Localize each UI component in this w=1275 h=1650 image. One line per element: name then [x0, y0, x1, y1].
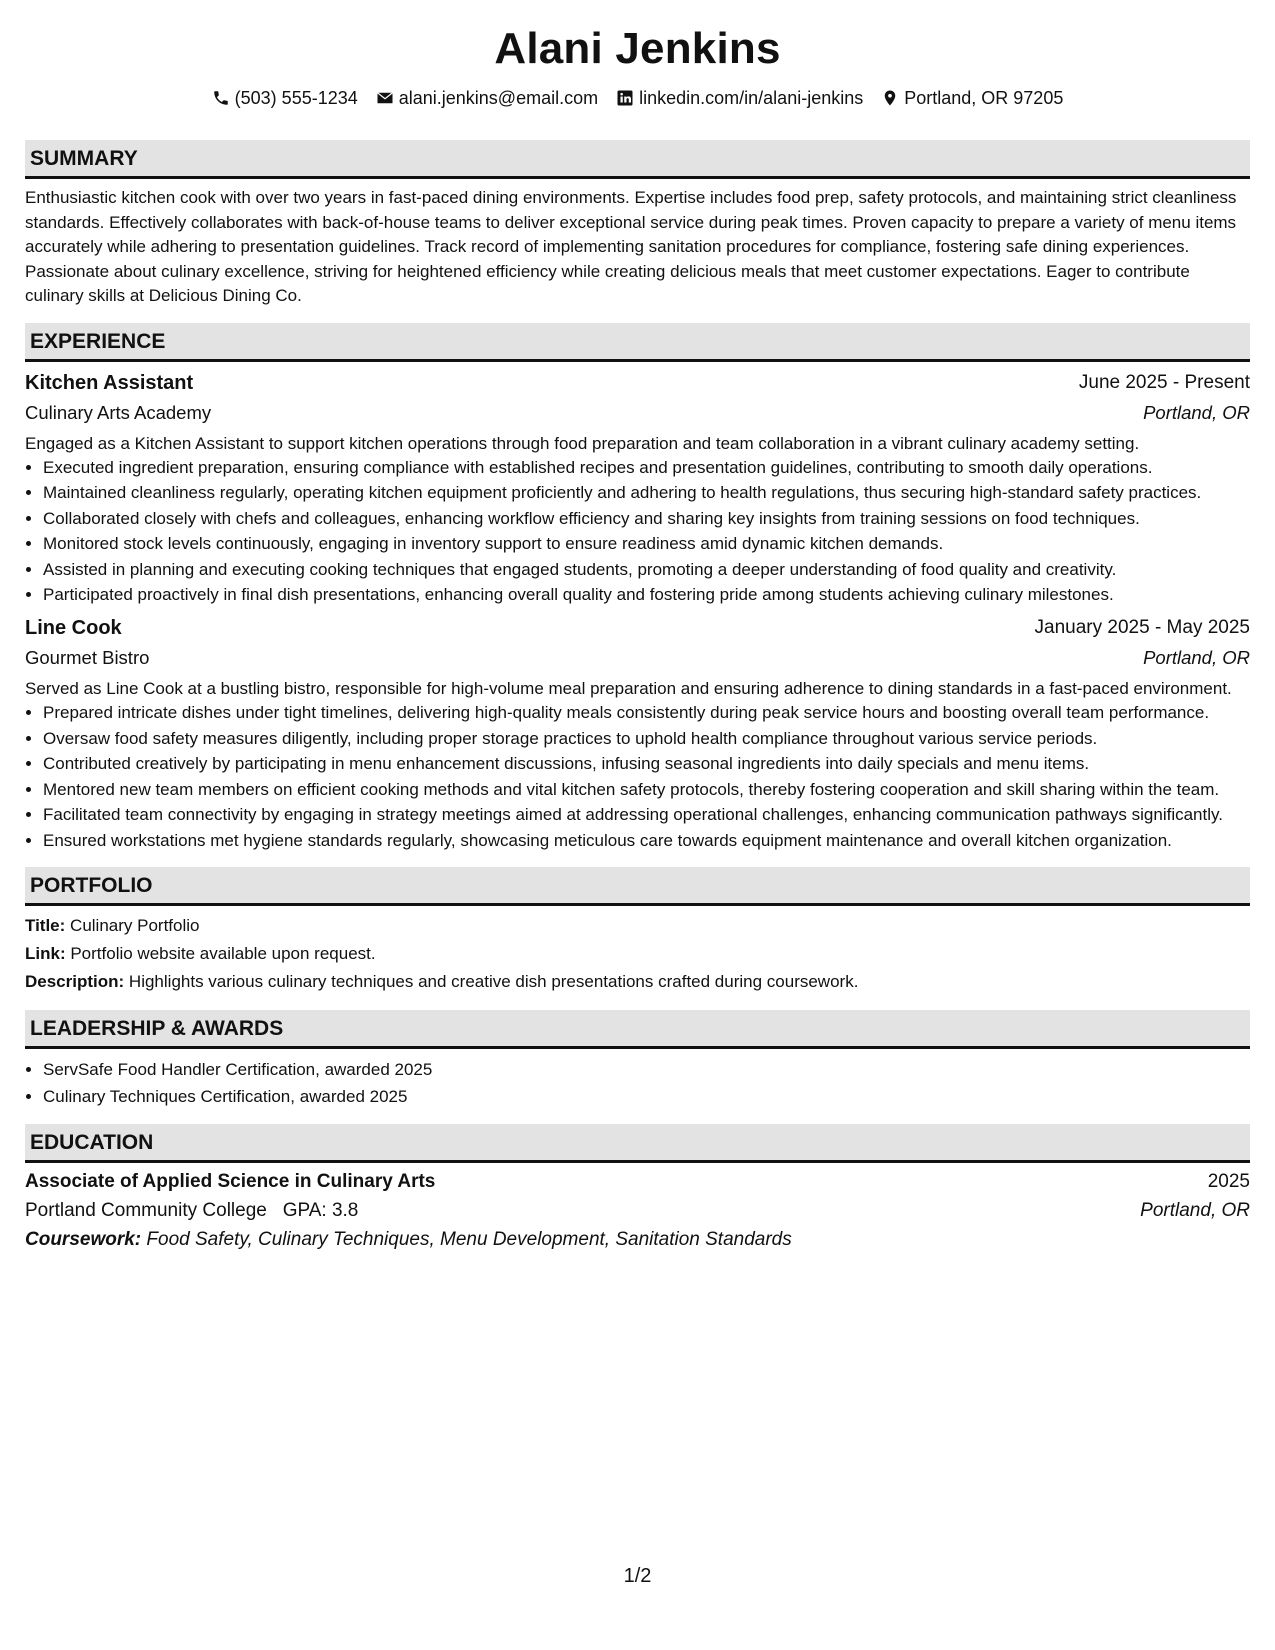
- job-description: Served as Line Cook at a bustling bistro, responsible for high-volume meal preparation and ensuring adherence to dining standards in a fast-paced environment.: [25, 679, 1232, 698]
- education-year: 2025: [1207, 1171, 1250, 1192]
- email-link[interactable]: alani.jenkins@email.com: [398, 87, 599, 108]
- list-item: • Facilitated team connectivity by engaging in strategy meetings aimed at addressing operational challenges, enhancing communication pathways significantly.: [43, 803, 1250, 827]
- education-school-line: [25, 1196, 358, 1225]
- job-location: Portland, OR: [1143, 401, 1250, 423]
- job-company: Culinary Arts Academy: [25, 401, 212, 423]
- linkedin-link[interactable]: linkedin.com/in/alani-jenkins: [639, 87, 864, 108]
- job-subheader: [25, 643, 1250, 673]
- education-school: Portland Community College: [25, 1200, 267, 1221]
- education-subheader: [25, 1196, 1250, 1225]
- job-entry: [25, 613, 1250, 853]
- education-location: Portland, OR: [1140, 1200, 1250, 1221]
- list-item: • Executed ingredient preparation, ensuring compliance with established recipes and presentation guidelines, contributing to smooth daily operations.: [43, 456, 1250, 480]
- section-heading-portfolio: PORTFOLIO: [25, 867, 1250, 906]
- contact-linkedin[interactable]: [616, 88, 863, 109]
- map-pin-icon: [881, 89, 899, 107]
- job-title: Kitchen Assistant: [25, 371, 194, 394]
- list-item: • Prepared intricate dishes under tight timelines, delivering high-quality meals consistently during peak service hours and boosting overall team performance.: [43, 701, 1250, 725]
- candidate-name: Alani Jenkins: [494, 24, 781, 73]
- resume-page: [25, 0, 1250, 1255]
- job-dates: June 2025 - Present: [1078, 371, 1250, 393]
- portfolio-title-row: [25, 912, 1250, 940]
- job-dates: January 2025 - May 2025: [1034, 617, 1250, 638]
- section-heading-summary: SUMMARY: [25, 140, 1250, 179]
- job-company: Gourmet Bistro: [25, 647, 150, 668]
- portfolio-title-value: Culinary Portfolio: [70, 915, 200, 935]
- education-header: [25, 1167, 1250, 1196]
- phone-text: (503) 555-1234: [234, 87, 358, 108]
- portfolio-description-row: [25, 968, 1250, 996]
- education-entry: [25, 1167, 1250, 1255]
- contact-email[interactable]: [376, 88, 598, 109]
- list-item: • Maintained cleanliness regularly, operating kitchen equipment proficiently and adhering to health regulations, thus securing high-standard safety practices.: [43, 481, 1250, 505]
- portfolio-description-label: Description:: [25, 971, 125, 991]
- list-item: • Ensured workstations met hygiene standards regularly, showcasing meticulous care towards equipment maintenance and overall kitchen organization.: [43, 829, 1250, 853]
- list-item: • Culinary Techniques Certification, awarded 2025: [43, 1084, 1250, 1110]
- list-item: • Participated proactively in final dish presentations, enhancing overall quality and fostering pride among students achieving culinary milestones.: [43, 583, 1250, 607]
- location-text: Portland, OR 97205: [904, 87, 1064, 108]
- list-item: • Assisted in planning and executing cooking techniques that engaged students, promoting a deeper understanding of food quality and creativity.: [43, 558, 1250, 582]
- coursework-list: Food Safety, Culinary Techniques, Menu Development, Sanitation Standards: [146, 1229, 792, 1250]
- list-item: • Collaborated closely with chefs and colleagues, enhancing workflow efficiency and sharing key insights from training sessions on food techniques.: [43, 507, 1250, 531]
- job-header: [25, 368, 1250, 398]
- portfolio-description-value: Highlights various culinary techniques and creative dish presentations crafted during coursework.: [128, 971, 859, 991]
- envelope-icon: [376, 89, 394, 107]
- portfolio-title-label: Title:: [25, 915, 66, 935]
- job-description: Engaged as a Kitchen Assistant to support kitchen operations through food preparation and team collaboration in a vibrant culinary academy setting.: [25, 433, 1140, 453]
- coursework-label: Coursework:: [25, 1229, 142, 1250]
- list-item: • Mentored new team members on efficient cooking methods and vital kitchen safety protocols, thereby fostering cooperation and skill sharing within the team.: [43, 778, 1250, 802]
- contact-phone: [212, 88, 358, 109]
- contact-location: [881, 88, 1063, 109]
- portfolio-link-label: Link:: [25, 943, 66, 963]
- summary-text: Enthusiastic kitchen cook with over two years in fast-paced dining environments. Expertise includes food prep, safety protocols, and maintaining strict cleanliness standards. Effectively collaborates with back-of-house teams to deliver exceptional service during peak times. Proven capacity to prepare a variety of menu items accurately while adhering to presentation guidelines. Track record of implementing sanitation procedures for compliance, fostering safe dining experiences. Passionate about culinary excellence, striving for heightened efficiency while creating delicious meals that meet customer expectations. Eager to contribute culinary skills at Delicious Dining Co.: [25, 188, 1237, 305]
- job-bullets: [25, 456, 1250, 608]
- job-entry: [25, 368, 1250, 608]
- contact-bar: [25, 86, 1250, 110]
- list-item: • Contributed creatively by participating in menu enhancement discussions, infusing seasonal ingredients into daily specials and menu items.: [43, 752, 1250, 776]
- linkedin-icon: [616, 89, 634, 107]
- portfolio-block: [25, 912, 1250, 996]
- list-item: • Monitored stock levels continuously, engaging in inventory support to ensure readiness amid dynamic kitchen demands.: [43, 532, 1250, 556]
- portfolio-link-value: Portfolio website available upon request.: [70, 943, 376, 963]
- education-coursework: [25, 1225, 1250, 1255]
- job-bullets: [25, 701, 1250, 853]
- page-number: 1/2: [623, 1565, 652, 1587]
- education-degree: Associate of Applied Science in Culinary Arts: [25, 1171, 436, 1192]
- job-header: [25, 613, 1250, 643]
- education-gpa: GPA: 3.8: [282, 1200, 359, 1221]
- portfolio-link-row: [25, 940, 1250, 968]
- section-heading-experience: EXPERIENCE: [25, 323, 1250, 362]
- awards-list: [25, 1057, 1250, 1111]
- job-location: Portland, OR: [1143, 647, 1250, 668]
- job-title: Line Cook: [25, 617, 122, 639]
- list-item: • ServSafe Food Handler Certification, awarded 2025: [43, 1057, 1250, 1083]
- section-heading-awards: LEADERSHIP & AWARDS: [25, 1010, 1250, 1049]
- phone-icon: [212, 89, 230, 107]
- list-item: • Oversaw food safety measures diligently, including proper storage practices to uphold health compliance throughout various service periods.: [43, 727, 1250, 751]
- section-heading-education: EDUCATION: [25, 1124, 1250, 1163]
- job-subheader: [25, 398, 1250, 428]
